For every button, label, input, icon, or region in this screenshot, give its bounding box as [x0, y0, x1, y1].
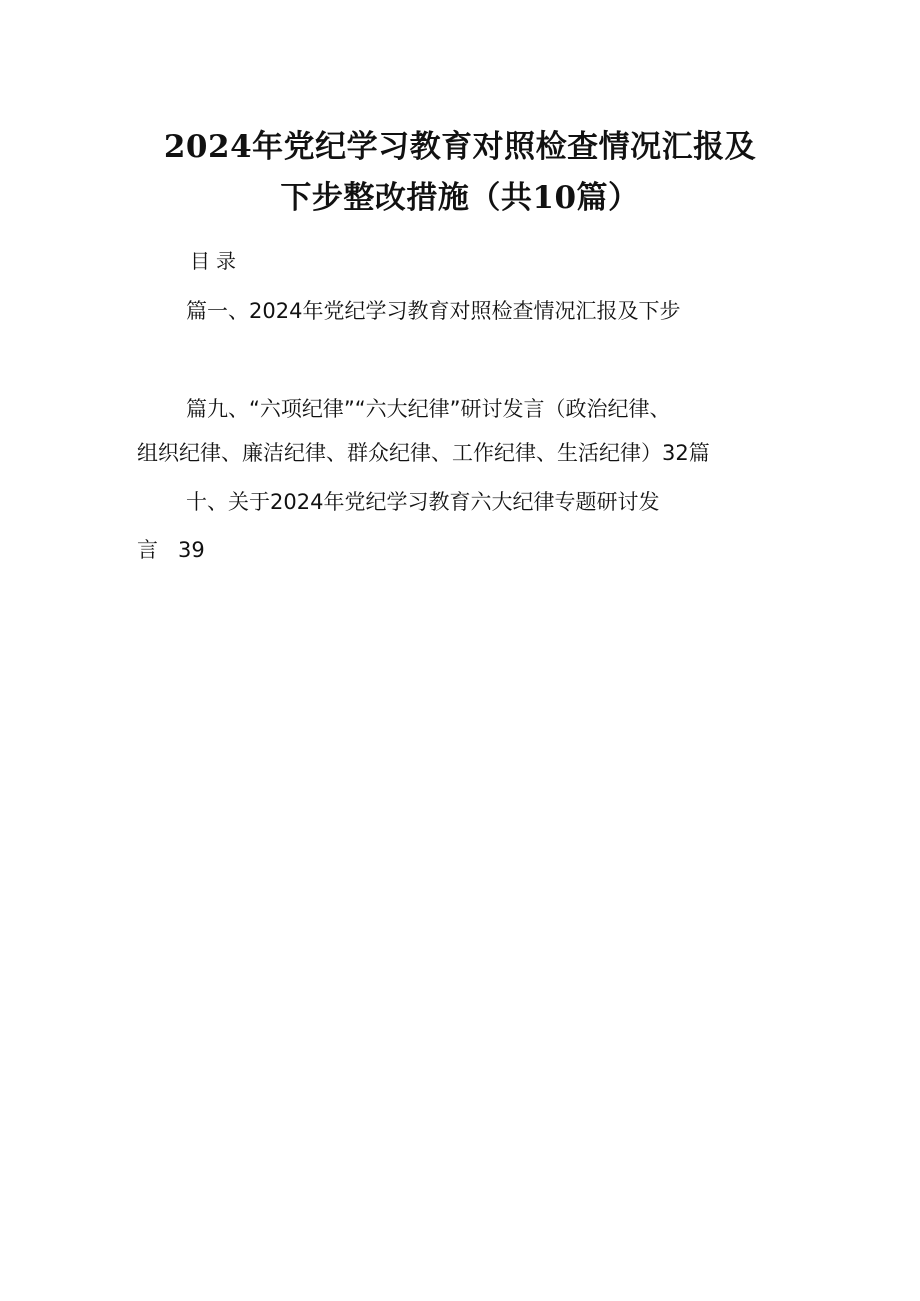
document-title-line-1: 2024年党纪学习教育对照检查情况汇报及: [163, 129, 757, 165]
toc-heading: 目录: [190, 249, 242, 273]
toc-entry-1: 篇一、2024年党纪学习教育对照检查情况汇报及下步: [186, 299, 681, 323]
toc-entry-9-continued: 组织纪律、廉洁纪律、群众纪律、工作纪律、生活纪律）32篇: [137, 441, 710, 465]
toc-entry-9: 篇九、“六项纪律”“六大纪律”研讨发言（政治纪律、: [186, 397, 671, 421]
document-title-line-2: 下步整改措施（共10篇）: [280, 180, 640, 216]
toc-entry-10-continued: 言 39: [137, 538, 205, 562]
toc-entry-10: 十、关于2024年党纪学习教育六大纪律专题研讨发: [186, 490, 660, 514]
